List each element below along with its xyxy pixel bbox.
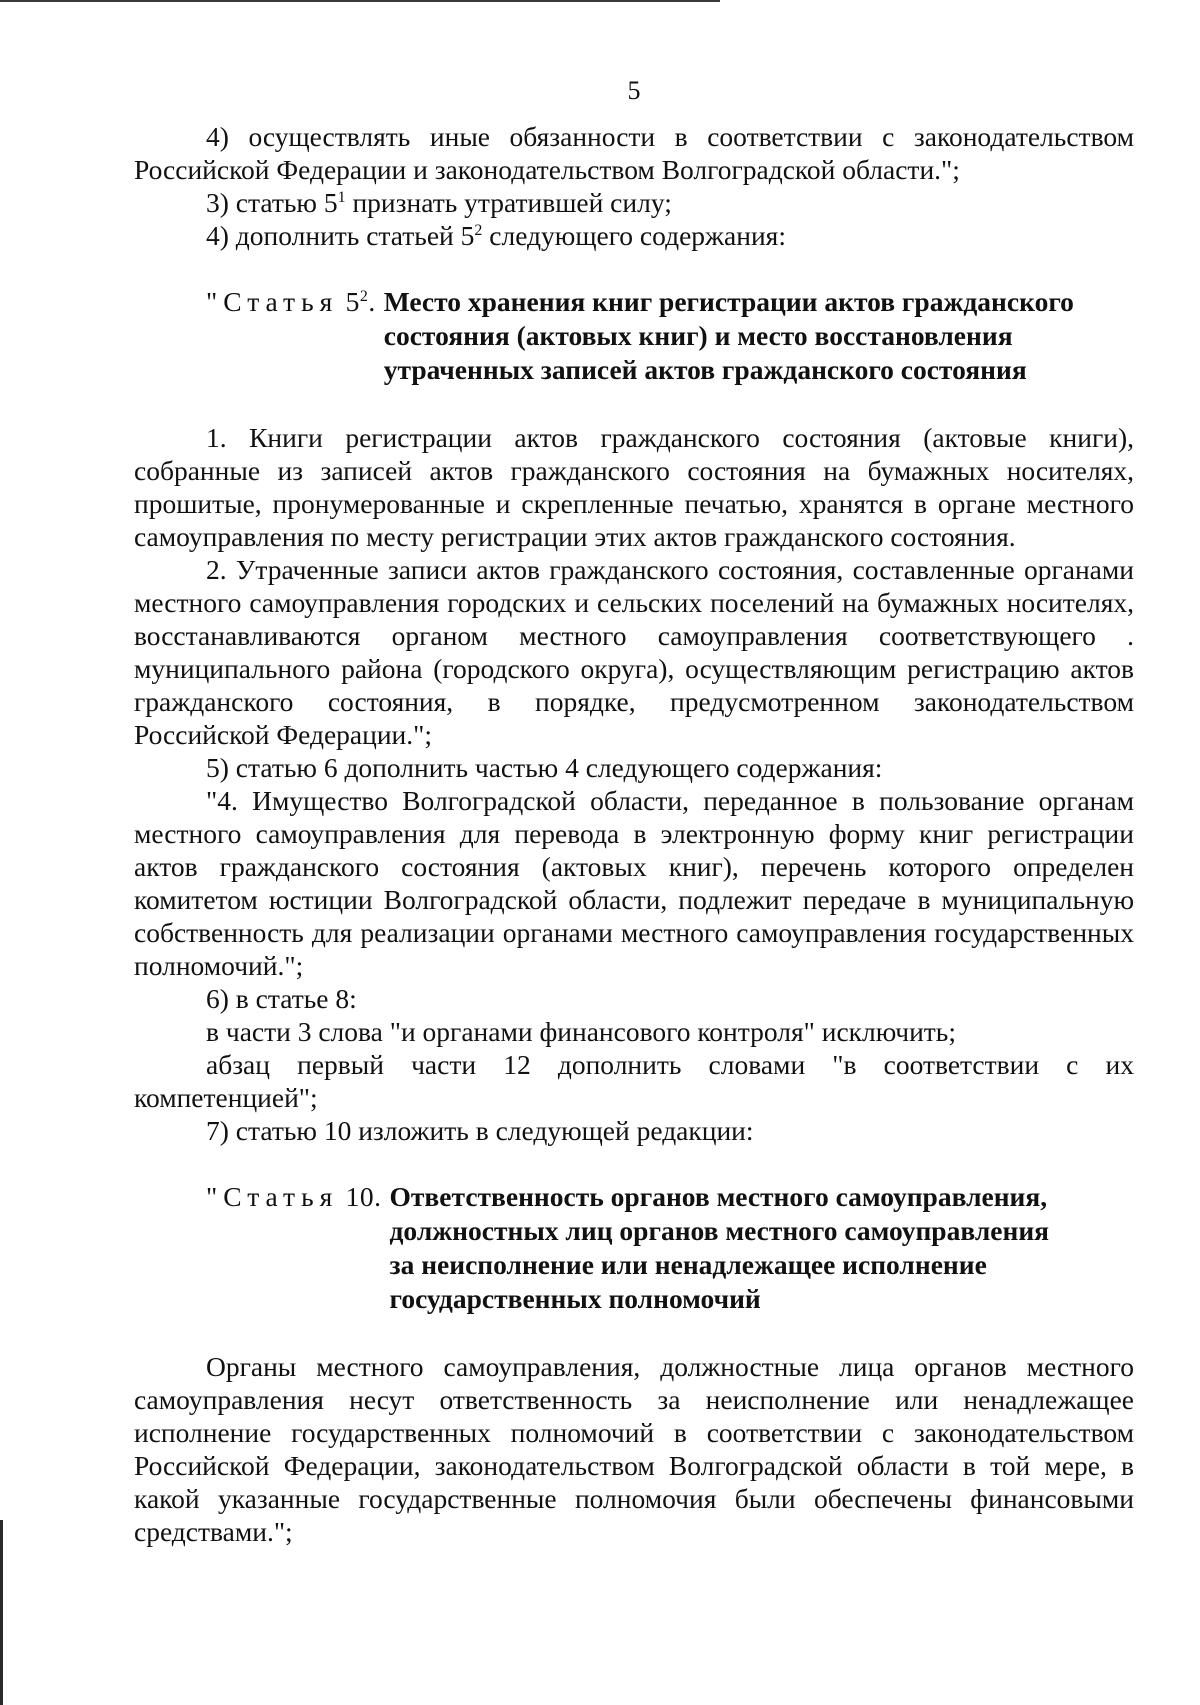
superscript: 2 — [474, 221, 483, 239]
article-title: Место хранения книг регистрации актов гражданского состояния (актовых книг) и место восстановления утраченных записей актов гражданского состояния — [383, 286, 1074, 385]
paragraph-part-12-addition: абзац первый части 12 дополнить словами "в соответствии с их компетенцией"; — [134, 1049, 1134, 1113]
article-title: Ответственность органов местного самоуправления, должностных лиц органов местного самоуправления за неисполнение или ненадлежащее исполнение государственных полномочий — [389, 1181, 1050, 1314]
scan-edge-left — [0, 1520, 3, 1705]
paragraph-item-4-duties: 4) осуществлять иные обязанности в соответствии с законодательством Российской Федерации и законодательством Волгоградской области."; — [134, 121, 1134, 185]
article-5-2-paragraph-2: 2. Утраченные записи актов гражданского состояния, составленные органами местного самоуправления городских и сельских поселений на бумажных носителях, восстанавливаются органом местного самоуправления соответствующего . муниципального района (городского округа), осуществляющим регистрацию актов гражданского состояния, в порядке, предусмотренном законодательством Российской Федерации."; — [134, 554, 1134, 750]
article-lead: "Статья $5^2$. — [206, 286, 376, 317]
document-body — [134, 120, 1134, 1548]
paragraph-item-7: 7) статью 10 изложить в следующей редакции: — [206, 1115, 754, 1146]
scan-edge-top — [0, 0, 720, 2]
paragraph-part-3-words: в части 3 слова "и органами финансового контроля" исключить; — [206, 1016, 956, 1047]
paragraph-item-6: 6) в статье 8: — [206, 983, 357, 1014]
page-number: 5 — [627, 76, 641, 105]
paragraph-item-4-add: 4) дополнить статьей $5^2$ следующего содержания: — [206, 220, 786, 251]
article-heading-5-2 — [134, 285, 1134, 387]
paragraph-item-3: 3) статью $5^1$ признать утратившей силу; — [206, 187, 672, 218]
paragraph-item-5: 5) статью 6 дополнить частью 4 следующего содержания: — [206, 752, 883, 783]
article-lead: "Статья 10. — [206, 1181, 382, 1212]
paragraph-part-4-property: "4. Имущество Волгоградской области, переданное в пользование органам местного самоуправления для перевода в электронную форму книг регистрации актов гражданского состояния (актовых книг), перечень которого определен комитетом юстиции Волгоградской области, подлежит передаче в муниципальную собственность для реализации органами местного самоуправления государственных полномочий."; — [134, 785, 1134, 981]
article-heading-10 — [134, 1180, 1134, 1316]
article-10-paragraph: Органы местного самоуправления, должностные лица органов местного самоуправления несут ответственность за неисполнение или ненадлежащее исполнение государственных полномочий в соответствии с законодательством Российской Федерации, законодательством Волгоградской области в той мере, в какой указанные государственные полномочия были обеспечены финансовыми средствами."; — [134, 1351, 1134, 1547]
superscript: 1 — [337, 188, 346, 206]
article-5-2-paragraph-1: 1. Книги регистрации актов гражданского состояния (актовые книги), собранные из записей актов гражданского состояния на бумажных носителях, прошитые, пронумерованные и скрепленные печатью, хранятся в органе местного самоуправления по месту регистрации этих актов гражданского состояния. — [134, 422, 1134, 552]
